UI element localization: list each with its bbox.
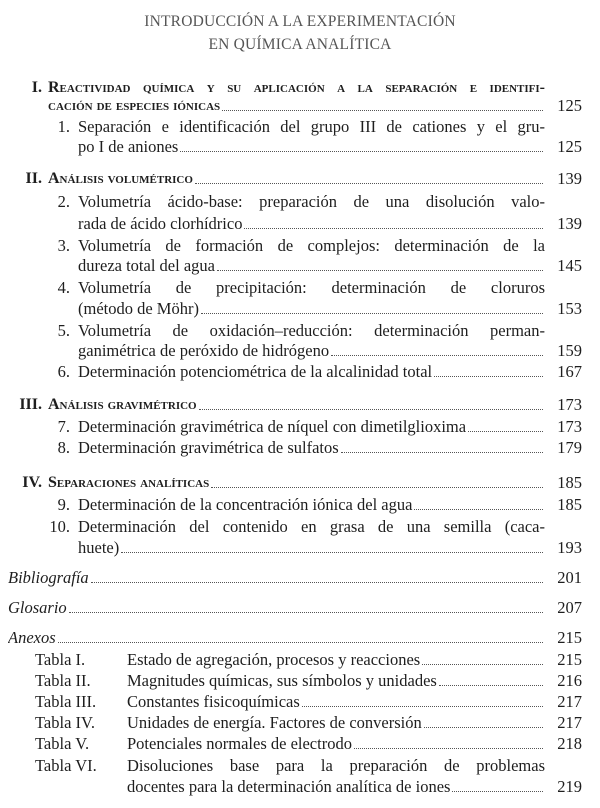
entry-title: Determinación de la concentración iónica del agua	[78, 495, 413, 514]
dot-leader	[424, 727, 543, 728]
chapter-entry-line	[0, 298, 600, 319]
chapter-entry-line	[0, 136, 600, 157]
page-number: 173	[557, 395, 582, 414]
entry-number: 5.	[57, 321, 70, 340]
entry-number: Tabla IV.	[35, 713, 95, 732]
page-number: 217	[557, 713, 582, 732]
page-number: 215	[557, 628, 582, 647]
entry-number: Tabla VI.	[35, 756, 97, 775]
dot-leader	[195, 183, 543, 184]
dot-leader	[199, 409, 543, 410]
entry-title: Determinación del contenido en grasa de una semilla (caca-	[78, 517, 545, 536]
entry-title: Volumetría ácido-base: preparación de una disolución valo-	[78, 192, 545, 211]
entry-title: Determinación potenciométrica de la alcalinidad total	[78, 362, 433, 381]
page-number: 145	[557, 256, 582, 275]
entry-title: cación de especies iónicas	[48, 97, 221, 114]
entry-number: III.	[19, 396, 42, 413]
entry-title: Unidades de energía. Factores de conversión	[127, 713, 422, 732]
annex-entry-line	[0, 776, 600, 797]
entry-title: po I de aniones	[78, 137, 179, 156]
page-number: 139	[557, 214, 582, 233]
entry-number: 4.	[57, 278, 70, 297]
dot-leader	[58, 642, 543, 643]
entry-title: Volumetría de precipitación: determinación de cloruros	[78, 278, 545, 297]
annex-entry-line	[0, 691, 600, 712]
entry-number: Tabla III.	[35, 692, 97, 711]
dot-leader	[69, 612, 543, 613]
entry-number: 7.	[57, 417, 70, 436]
entry-title: docentes para la determinación analítica de iones	[127, 777, 451, 796]
part-entry-line	[0, 95, 600, 116]
entry-number: Tabla V.	[35, 734, 90, 753]
entry-number: 9.	[57, 495, 70, 514]
chapter-entry-line	[0, 191, 600, 212]
entry-title: Disoluciones base para la preparación de problemas	[127, 756, 545, 775]
entry-number: Tabla I.	[35, 650, 86, 669]
dot-leader	[341, 452, 543, 453]
chapter-entry-line	[0, 277, 600, 298]
chapter-entry-line	[0, 516, 600, 537]
page-number: 218	[557, 734, 582, 753]
entry-number: II.	[25, 170, 42, 187]
entry-title: Separaciones analíticas	[48, 474, 210, 491]
entry-title: ganimétrica de peróxido de hidrógeno	[78, 341, 330, 360]
entry-number: I.	[31, 79, 42, 96]
chapter-entry-line	[0, 235, 600, 256]
part-entry-line	[0, 394, 600, 415]
entry-title: Glosario	[8, 598, 67, 617]
chapter-entry-line	[0, 361, 600, 382]
book-title-line-1: INTRODUCCIÓN A LA EXPERIMENTACIÓN	[144, 13, 456, 30]
dot-leader	[91, 582, 543, 583]
entry-title: Análisis gravimétrico	[48, 396, 197, 413]
annex-entry-line	[0, 670, 600, 691]
entry-title: Anexos	[8, 628, 56, 647]
dot-leader	[121, 552, 543, 553]
page-number: 215	[557, 650, 582, 669]
dot-leader	[452, 791, 543, 792]
entry-title: Determinación gravimétrica de níquel con dimetilglioxima	[78, 417, 467, 436]
entry-number: IV.	[22, 474, 42, 491]
entry-title: Estado de agregación, procesos y reacciones	[127, 650, 421, 669]
part-entry-line	[0, 168, 600, 189]
page-number: 193	[557, 538, 582, 557]
page-number: 217	[557, 692, 582, 711]
entry-title: Análisis volumétrico	[48, 170, 193, 187]
entry-title: Separación e identificación del grupo III de cationes y el gru-	[78, 117, 545, 136]
dot-leader	[201, 313, 543, 314]
page-number: 179	[557, 438, 582, 457]
dot-leader	[222, 110, 543, 111]
page-number: 173	[557, 417, 582, 436]
entry-number: 6.	[57, 362, 70, 381]
book-title-line-2: EN QUÍMICA ANALÍTICA	[208, 36, 392, 53]
page-number: 125	[557, 137, 582, 156]
page-number: 219	[557, 777, 582, 796]
page-number: 185	[557, 495, 582, 514]
page-number: 159	[557, 341, 582, 360]
dot-leader	[422, 664, 543, 665]
entry-title: Determinación gravimétrica de sulfatos	[78, 438, 339, 457]
entry-number: 10.	[49, 517, 70, 536]
annex-entry-line	[0, 649, 600, 670]
annex-entry-line	[0, 712, 600, 733]
entry-number: 3.	[57, 236, 70, 255]
back-entry-line	[0, 567, 600, 588]
entry-title: rada de ácido clorhídrico	[78, 214, 243, 233]
page-number: 201	[557, 568, 582, 587]
dot-leader	[211, 487, 543, 488]
dot-leader	[302, 706, 543, 707]
page-number: 216	[557, 671, 582, 690]
dot-leader	[244, 228, 543, 229]
entry-number: 8.	[57, 438, 70, 457]
dot-leader	[331, 355, 543, 356]
page-number: 207	[557, 598, 582, 617]
entry-title: Volumetría de formación de complejos: determinación de la	[78, 236, 545, 255]
chapter-entry-line	[0, 340, 600, 361]
dot-leader	[434, 376, 543, 377]
back-entry-line	[0, 627, 600, 648]
entry-number: 2.	[57, 192, 70, 211]
page-number: 167	[557, 362, 582, 381]
entry-title: Volumetría de oxidación–reducción: determinación perman-	[78, 321, 545, 340]
entry-title: Potenciales normales de electrodo	[127, 734, 352, 753]
page-number: 139	[557, 169, 582, 188]
page-number: 185	[557, 473, 582, 492]
chapter-entry-line	[0, 320, 600, 341]
entry-title: Magnitudes químicas, sus símbolos y unidades	[127, 671, 437, 690]
dot-leader	[354, 748, 543, 749]
back-entry-line	[0, 597, 600, 618]
dot-leader	[439, 685, 543, 686]
part-entry-line	[0, 472, 600, 493]
chapter-entry-line	[0, 537, 600, 558]
dot-leader	[217, 270, 543, 271]
entry-title: huete)	[78, 538, 120, 557]
entry-number: 1.	[57, 117, 70, 136]
dot-leader	[468, 431, 543, 432]
entry-number: Tabla II.	[35, 671, 91, 690]
chapter-entry-line	[0, 416, 600, 437]
annex-entry-line	[0, 733, 600, 754]
entry-title: Reactividad química y su aplicación a la separación e identifi-	[48, 79, 545, 96]
entry-title: (método de Möhr)	[78, 299, 199, 318]
page-number: 125	[557, 96, 582, 115]
page-number: 153	[557, 299, 582, 318]
entry-title: Bibliografía	[8, 568, 89, 587]
annex-entry-line	[0, 755, 600, 776]
chapter-entry-line	[0, 437, 600, 458]
dot-leader	[180, 151, 543, 152]
chapter-entry-line	[0, 116, 600, 137]
chapter-entry-line	[0, 255, 600, 276]
dot-leader	[414, 509, 543, 510]
entry-title: Constantes fisicoquímicas	[127, 692, 300, 711]
chapter-entry-line	[0, 494, 600, 515]
entry-title: dureza total del agua	[78, 256, 215, 275]
chapter-entry-line	[0, 213, 600, 234]
